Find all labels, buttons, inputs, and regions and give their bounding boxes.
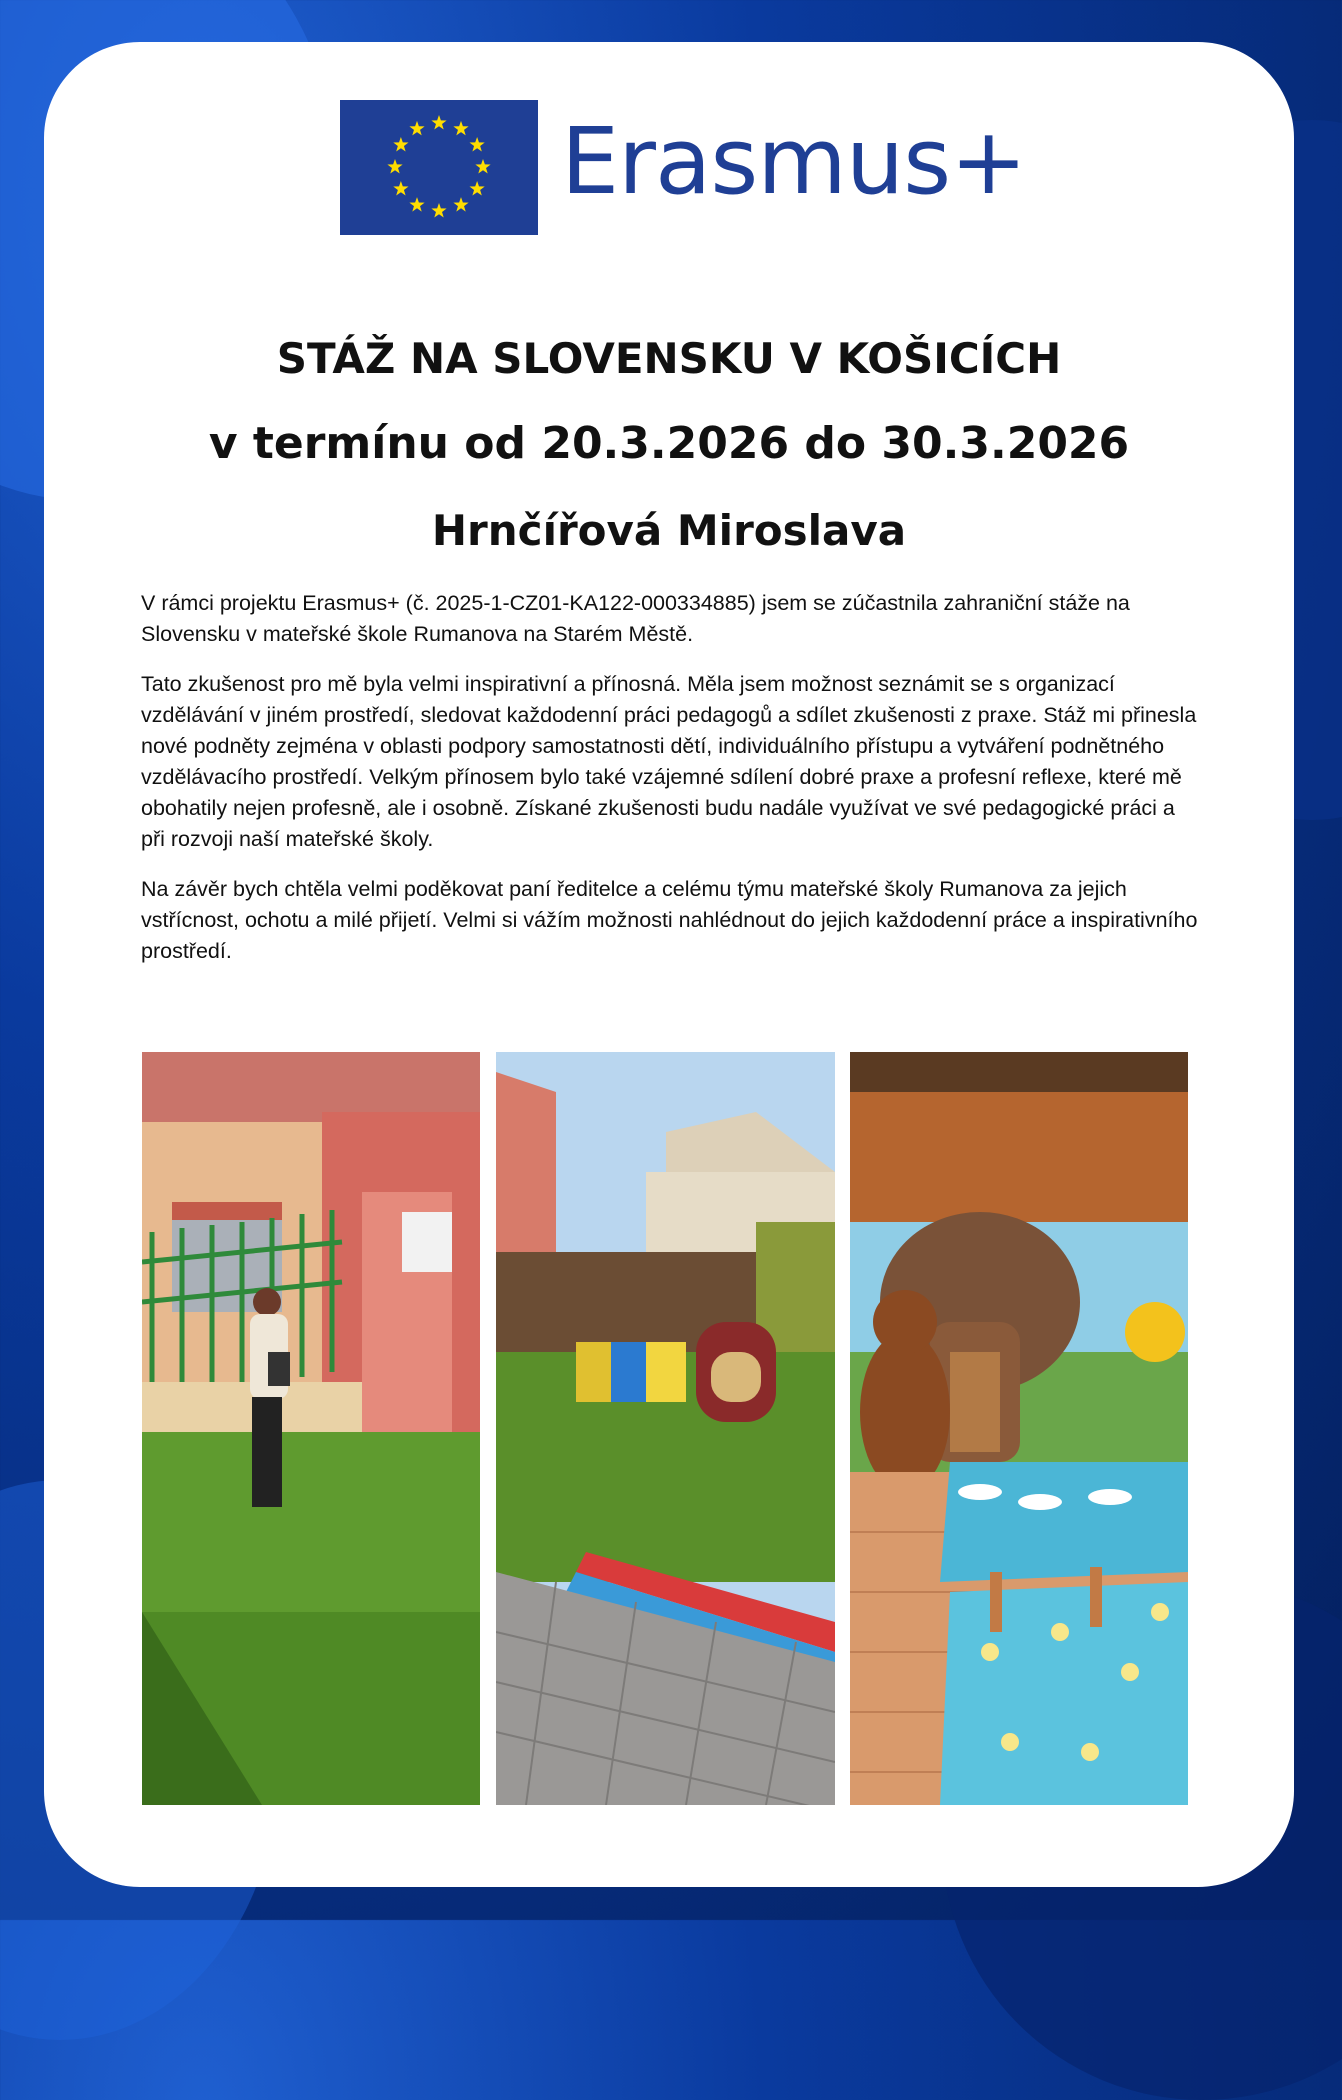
eu-star-icon — [475, 159, 490, 173]
body-text — [141, 588, 1201, 986]
page-title: STÁŽ NA SLOVENSKU V KOŠICÍCH — [276, 334, 1062, 383]
eu-star-icon — [453, 197, 468, 211]
eu-star-icon — [387, 159, 402, 173]
eu-flag-icon — [340, 100, 538, 235]
eu-star-icon — [470, 181, 485, 195]
eu-star-icon — [431, 115, 446, 129]
date-range: v termínu od 20.3.2026 do 30.3.2026 — [208, 418, 1130, 469]
eu-star-icon — [409, 197, 424, 211]
paragraph: V rámci projektu Erasmus+ (č. 2025-1-CZ01-KA122-000334885) jsem se zúčastnila zahraniční stáže na Slovensku v mateřské škole Rumanova na Starém Městě. — [141, 591, 1130, 646]
participant-name: Hrnčířová Miroslava — [431, 506, 907, 555]
poster-card — [44, 42, 1294, 1887]
paragraph: Tato zkušenost pro mě byla velmi inspirativní a přínosná. Měla jsem možnost seznámit se s organizací vzdělávání v jiném prostředí, sledovat každodenní práci pedagogů a sdílet zkušenosti z praxe. Stáž mi přinesla nové podněty zejména v oblasti podpory samostatnosti dětí, individuálního přístupu a vytváření podnětného vzdělávacího prostředí. Velkým přínosem bylo také vzájemné sdílení dobré praxe a profesní reflexe, které mě obohatily nejen profesně, ale i osobně. Získané zkušenosti budu nadále využívat ve své pedagogické práci a při rozvoji naší mateřské školy. — [141, 672, 1197, 851]
program-name: Erasmus+ — [561, 108, 1027, 215]
erasmus-logo — [340, 100, 1040, 235]
photo-classroom — [850, 1052, 1188, 1805]
photo-playground — [496, 1052, 835, 1805]
eu-star-icon — [409, 121, 424, 135]
eu-star-icon — [453, 121, 468, 135]
eu-star-icon — [470, 137, 485, 151]
eu-star-icon — [431, 203, 446, 217]
eu-star-icon — [393, 137, 408, 151]
photo-kindergarten-entrance — [142, 1052, 480, 1805]
eu-star-icon — [393, 181, 408, 195]
paragraph: Na závěr bych chtěla velmi poděkovat paní ředitelce a celému týmu mateřské školy Rumanova za jejich vstřícnost, ochotu a milé přijetí. Velmi si vážím možnosti nahlédnout do jejich každodenní práce a inspirativního prostředí. — [141, 877, 1198, 963]
